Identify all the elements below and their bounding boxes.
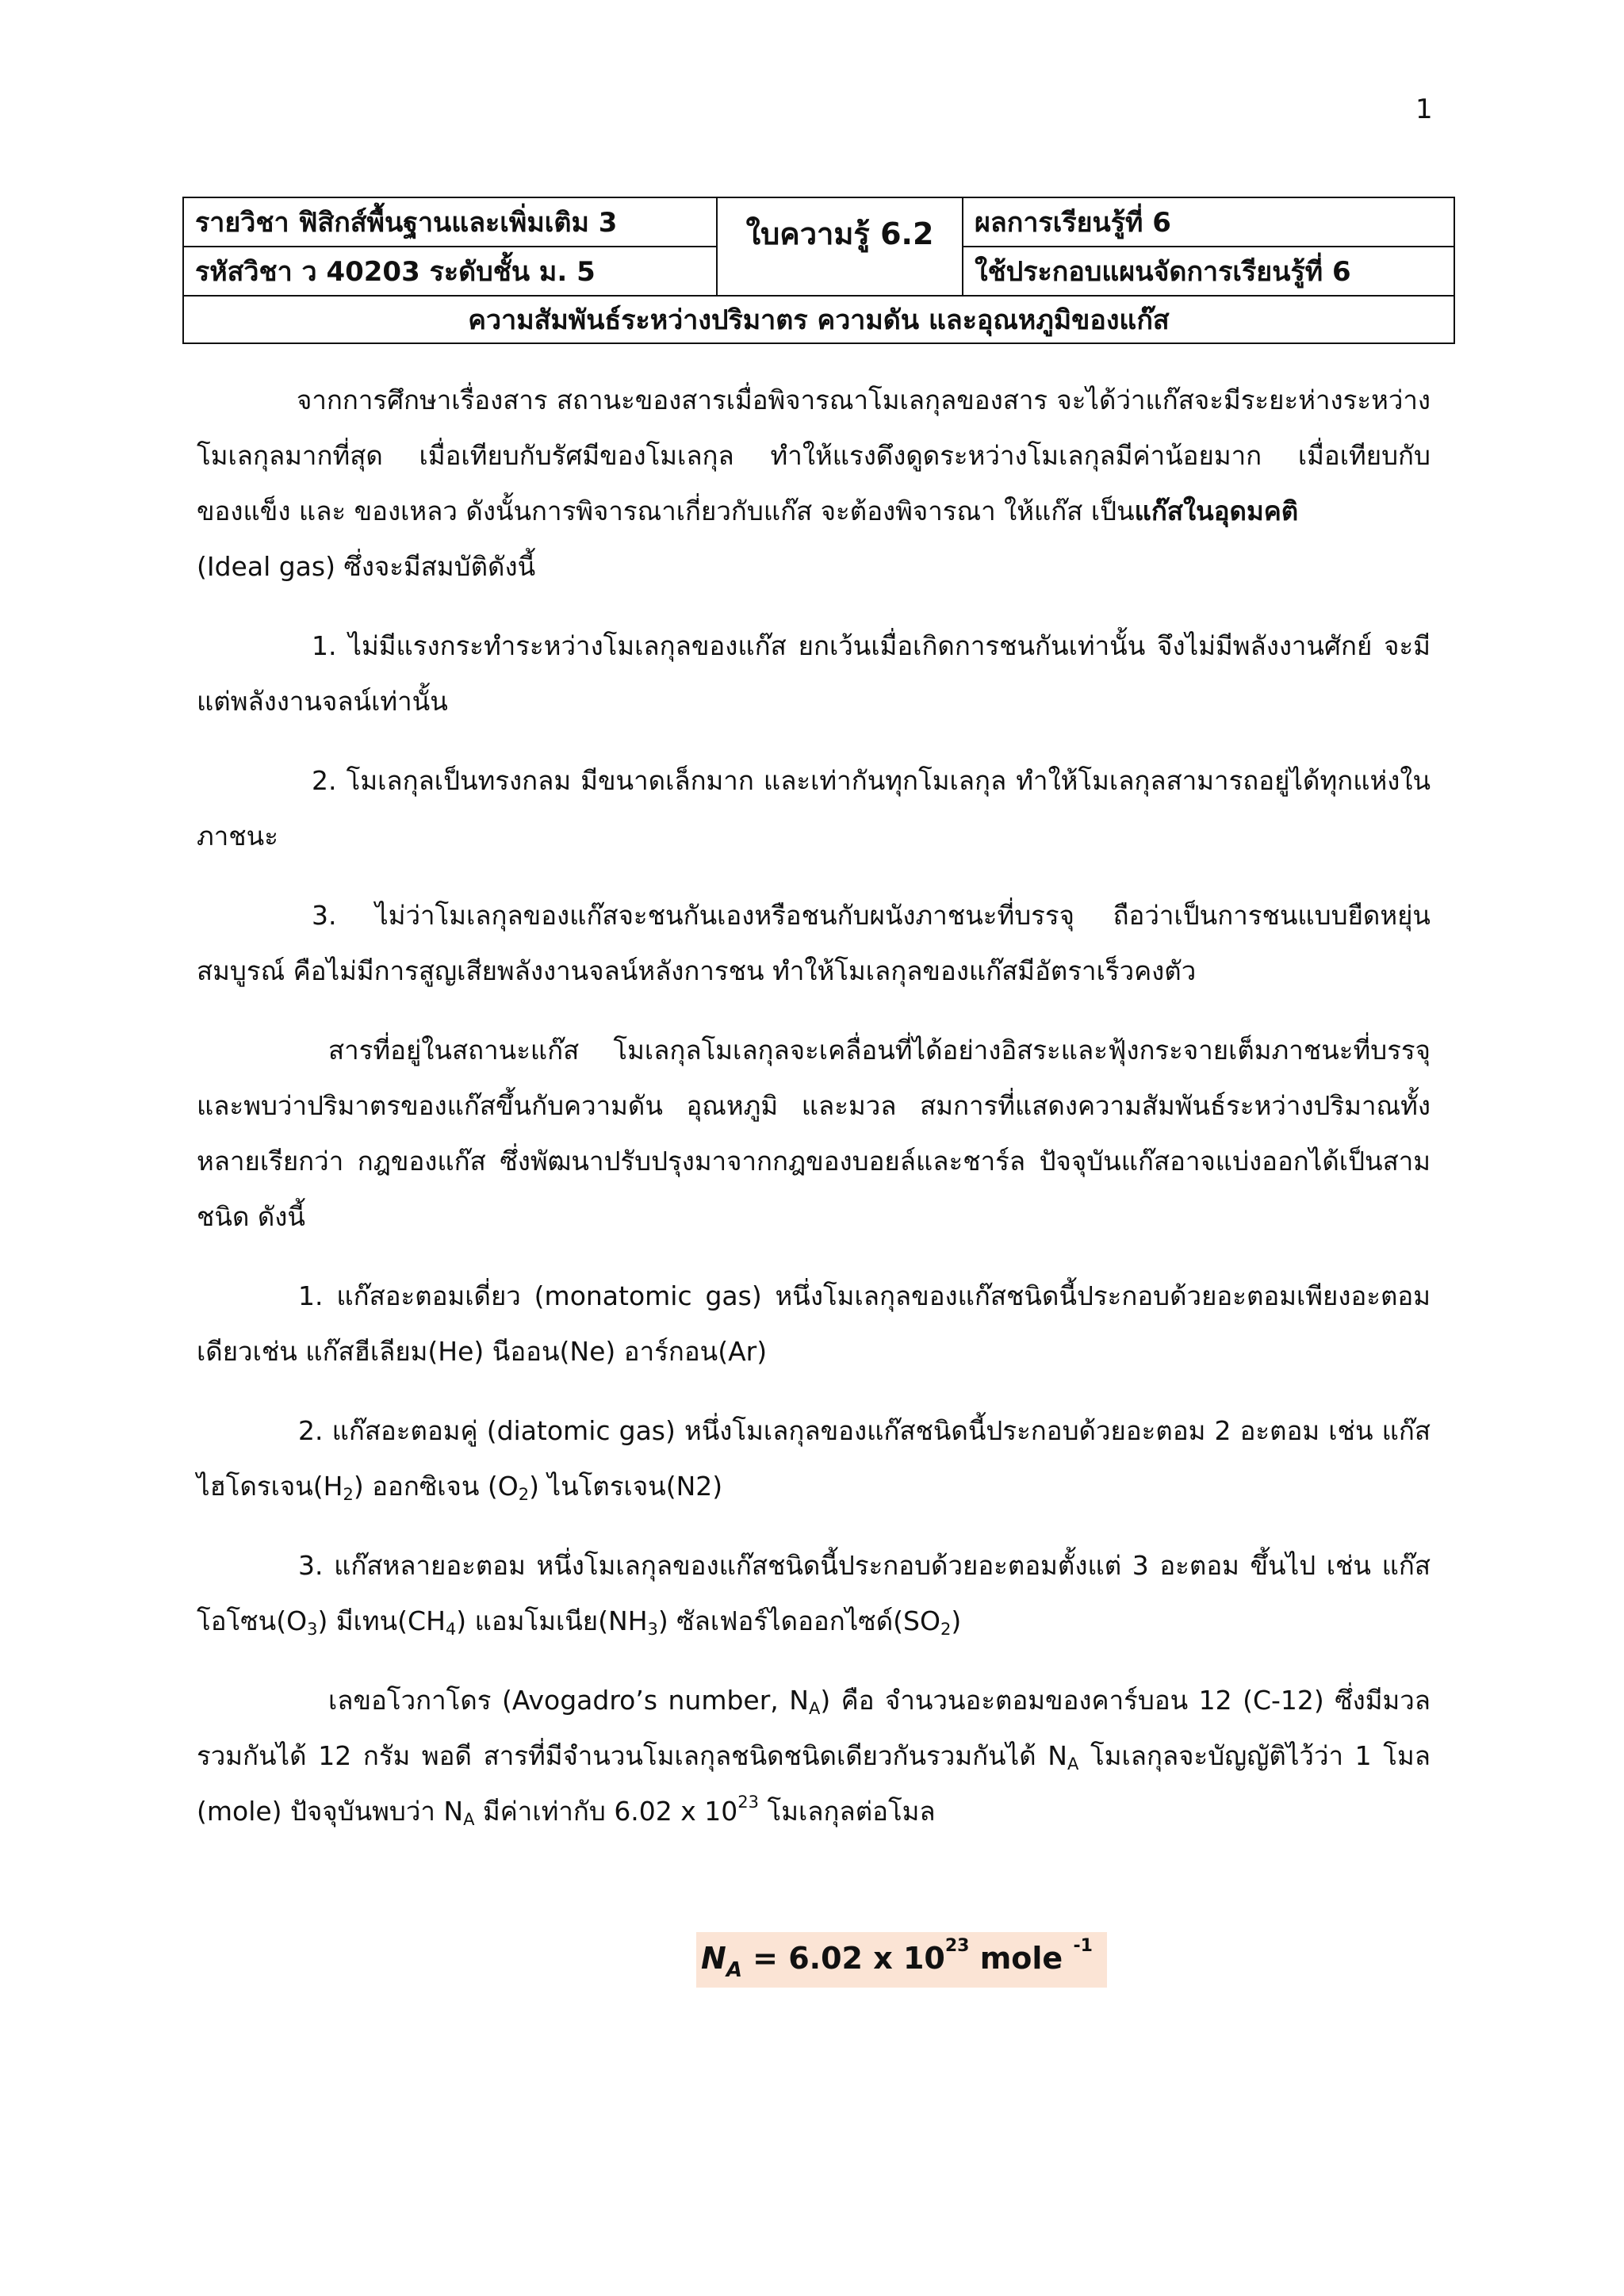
document-body [197,373,1431,1839]
header-table [182,197,1455,344]
intro-paragraph [197,373,1431,595]
outcome-cell: ผลการเรียนรู้ที่ 6 [963,197,1454,247]
formula-unit: mole [969,1941,1074,1976]
gas-type-3: 3. แก๊สหลายอะตอม หนึ่งโมเลกุลของแก๊สชนิดนี้ประกอบด้วยอะตอมตั้งแต่ 3 อะตอม ขึ้นไป เช่น แก๊สโอโซน$(O_3)$ มีเทน$(CH_4)$ แอมโมเนีย$(NH_3)$ ซัลเฟอร์ไดออกไซด์$(SO_2)$ [197,1550,1431,1639]
page-number: 1 [1415,94,1433,125]
property-2: 2. โมเลกุลเป็นทรงกลม มีขนาดเล็กมาก และเท่ากันทุกโมเลกุล ทำให้โมเลกุลสามารถอยู่ได้ทุกแห่งในภาชนะ [197,765,1431,851]
gas-type-2: 2. แก๊สอะตอมคู่ (diatomic gas) หนึ่งโมเลกุลของแก๊สชนิดนี้ประกอบด้วยอะตอม 2 อะตอม เช่น แก๊สไฮโดรเจน$(H_2)$ ออกซิเจน $(O_2)$ ไนโตรเจน(N2) [197,1415,1431,1504]
plan-cell: ใช้ประกอบแผนจัดการเรียนรู้ที่ 6 [963,247,1454,296]
intro-text-end: (Ideal gas) ซึ่งจะมีสมบัติดังนี้ [197,551,536,582]
code-cell: รหัสวิชา ว 40203 ระดับชั้น ม. 5 [183,247,717,296]
formula-symbol: N [701,1941,726,1976]
gas-type-1: 1. แก๊สอะตอมเดี่ยว (monatomic gas) หนึ่งโมเลกุลของแก๊สชนิดนี้ประกอบด้วยอะตอมเพียงอะตอมเดียวเช่น แก๊สฮีเลียม(He) นีออน(Ne) อาร์กอน(Ar) [197,1280,1431,1367]
topic-cell: ความสัมพันธ์ระหว่างปริมาตร ความดัน และอุณหภูมิของแก๊ส [183,296,1454,343]
sheet-cell: ใบความรู้ 6.2 [717,197,963,296]
avogadro-paragraph: เลขอโวกาโดร (Avogadro’s number, $N_A$) คือ จำนวนอะตอมของคาร์บอน 12 (C-12) ซึ่งมีมวลรวมกันได้ 12 กรัม พอดี สารที่มีจำนวนโมเลกุลชนิดชนิดเดียวกันรวมกันได้ $N_A$ โมเลกุลจะบัญญัติไว้ว่า 1 โมล (mole) ปัจจุบันพบว่า $N_A$ มีค่าเท่ากับ 6.02 x $10^{23}$ โมเลกุลต่อโมล [197,1685,1431,1829]
subject-cell: รายวิชา ฟิสิกส์พื้นฐานและเพิ่มเติม 3 [183,197,717,247]
formula-value: = 6.02 x 10 [741,1941,945,1976]
avogadro-formula: $N_A = 6.02$ x $10^{23}$ mole $^{-1}$ [696,1932,1107,1988]
gas-law-paragraph: สารที่อยู่ในสถานะแก๊ส โมเลกุลโมเลกุลจะเคลื่อนที่ได้อย่างอิสระและฟุ้งกระจายเต็มภาชนะที่บรรจุ และพบว่าปริมาตรของแก๊สขึ้นกับความดัน อุณหภูมิ และมวล สมการที่แสดงความสัมพันธ์ระหว่างปริมาณทั้งหลายเรียกว่า กฎของแก๊ส ซึ่งพัฒนาปรับปรุงมาจากกฎของบอยล์และชาร์ล ปัจจุบันแก๊สอาจแบ่งออกได้เป็นสามชนิด ดังนี้ [197,1035,1431,1232]
intro-text: จากการศึกษาเรื่องสาร สถานะของสารเมื่อพิจารณาโมเลกุลของสาร จะได้ว่าแก๊สจะมีระยะห่างระหว่างโมเลกุลมากที่สุด เมื่อเทียบกับรัศมีของโมเลกุล ทำให้แรงดึงดูดระหว่างโมเลกุลมีค่าน้อยมาก เมื่อเทียบกับ ของแข็ง และ ของเหลว ดังนั้นการพิจารณาเกี่ยวกับแก๊ส จะต้องพิจารณา ให้แก๊ส เป็น [197,385,1431,526]
property-1: 1. ไม่มีแรงกระทำระหว่างโมเลกุลของแก๊ส ยกเว้นเมื่อเกิดการชนกันเท่านั้น จึงไม่มีพลังงานศักย์ จะมีแต่พลังงานจลน์เท่านั้น [197,630,1431,717]
ideal-gas-term: แก๊สในอุดมคติ [1134,496,1299,526]
property-3: 3. ไม่ว่าโมเลกุลของแก๊สจะชนกันเองหรือชนกับผนังภาชนะที่บรรจุ ถือว่าเป็นการชนแบบยืดหยุ่นสมบูรณ์ คือไม่มีการสูญเสียพลังงานจลน์หลังการชน ทำให้โมเลกุลของแก๊สมีอัตราเร็วคงตัว [197,900,1431,986]
